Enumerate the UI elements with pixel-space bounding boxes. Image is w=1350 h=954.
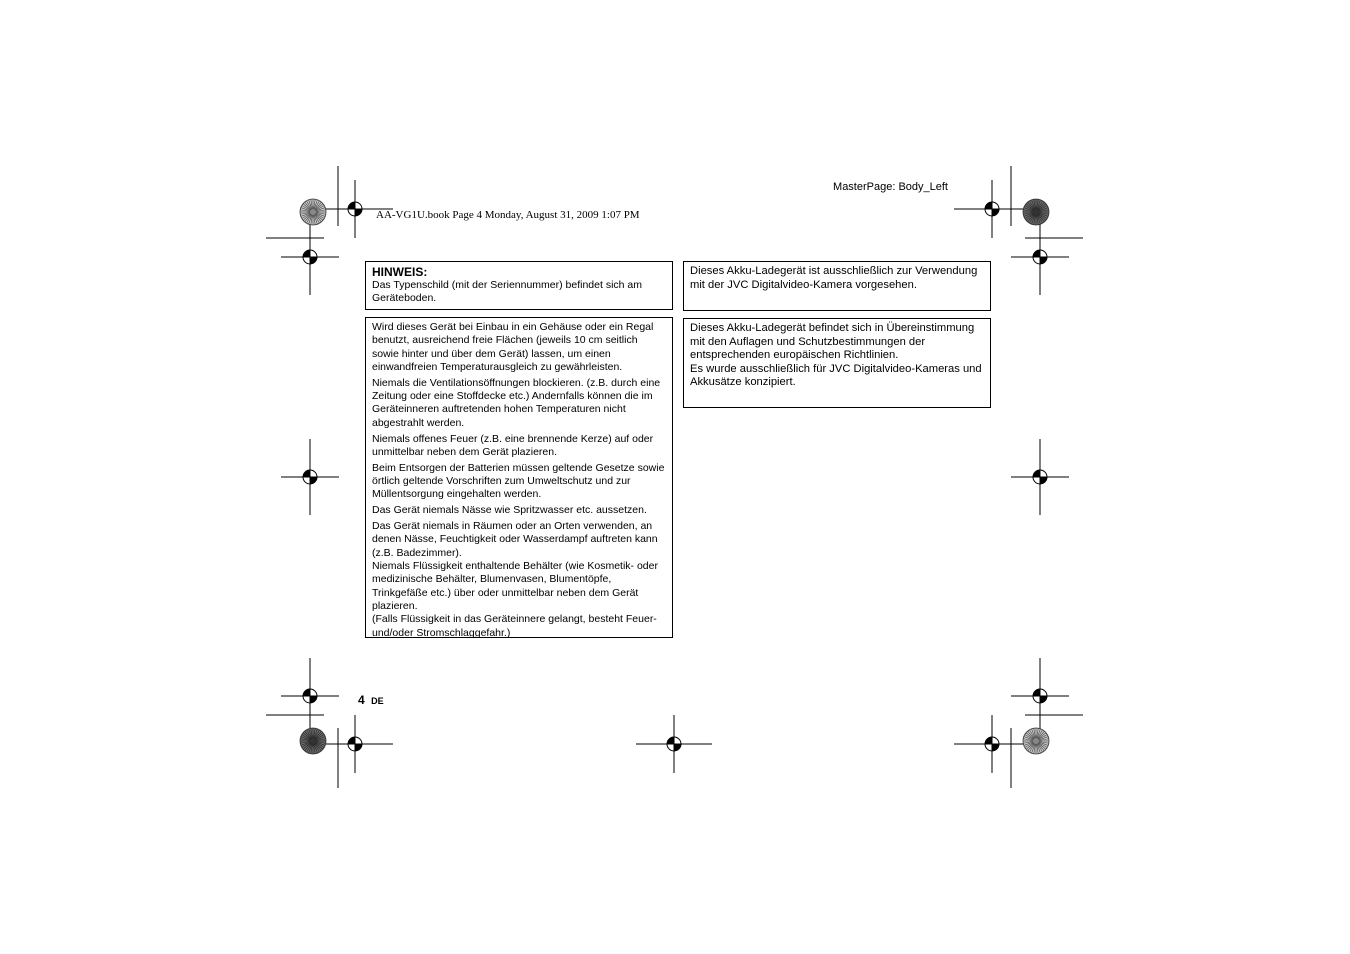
page-number xyxy=(358,691,384,709)
safety-instructions-box xyxy=(365,317,673,638)
notice-box xyxy=(365,261,673,310)
color-wheel-icon xyxy=(1023,199,1049,225)
safety-paragraph: Das Gerät niemals in Räumen oder an Orten verwenden, an denen Nässe, Feuchtigkeit oder Wasserdampf auftreten kann (z.B. Badezimmer). xyxy=(372,520,658,559)
safety-paragraph: Das Gerät niemals Nässe wie Spritzwasser etc. aussetzen. xyxy=(372,504,647,517)
safety-paragraph: Beim Entsorgen der Batterien müssen geltende Gesetze sowie örtlich geltende Vorschriften zum Umweltschutz und zur Müllentsorgung eingehalten werden. xyxy=(372,461,665,501)
color-wheel-icon xyxy=(300,728,326,754)
notice-text: Das Typenschild (mit der Seriennummer) befindet sich am Geräteboden. xyxy=(372,279,643,305)
registration-crosshair-icon xyxy=(954,180,1030,238)
registration-crosshair-icon xyxy=(1011,439,1069,515)
safety-paragraph: Wird dieses Gerät bei Einbau in ein Gehäuse oder ein Regal benutzt, ausreichend freie Flächen (jeweils 10 cm seitlich sowie hinter und über dem Gerät) lassen, um einen einwandfreien Temperaturausgleich zu gewährleisten. xyxy=(372,321,654,373)
usage-text: Dieses Akku-Ladegerät ist ausschließlich zur Verwendung mit der JVC Digitalvideo-Kamera vorgesehen. xyxy=(690,265,978,291)
registration-crosshair-icon xyxy=(281,219,339,295)
registration-crosshair-icon xyxy=(1011,219,1069,295)
safety-paragraph: Niemals offenes Feuer (z.B. eine brennende Kerze) auf oder unmittelbar neben dem Gerät plazieren. xyxy=(372,432,654,458)
conformity-text-2: Es wurde ausschließlich für JVC Digitalvideo-Kameras und Akkusätze konzipiert. xyxy=(690,362,982,388)
book-info-line: AA-VG1U.book Page 4 Monday, August 31, 2009 1:07 PM xyxy=(376,209,640,221)
registration-crosshair-icon xyxy=(1011,658,1069,734)
language-code: DE xyxy=(371,696,384,706)
master-page-label: MasterPage: Body_Left xyxy=(833,181,948,193)
safety-paragraph: Niemals Flüssigkeit enthaltende Behälter (wie Kosmetik- oder medizinische Behälter, Blumenvasen, Blumentöpfe, Trinkgefäße etc.) über oder unmittelbar neben dem Gerät plazieren. xyxy=(372,560,658,612)
safety-paragraph: Niemals die Ventilationsöffnungen blockieren. (z.B. durch eine Zeitung oder eine Stoffdecke etc.) Andernfalls können die im Geräteinneren auftretenden hohen Temperaturen nicht abgestrahlt werden. xyxy=(372,376,661,429)
color-wheel-icon xyxy=(1023,728,1049,754)
usage-box xyxy=(683,261,991,311)
page-number-value: 4 xyxy=(358,693,365,707)
registration-crosshair-icon xyxy=(281,658,339,734)
conformity-text-1: Dieses Akku-Ladegerät befindet sich in Übereinstimmung mit den Auflagen und Schutzbestimmungen der entsprechenden europäischen Richtlinien. xyxy=(690,322,975,361)
notice-title: HINWEIS: xyxy=(372,265,428,279)
registration-crosshair-icon xyxy=(954,715,1030,773)
safety-paragraph: (Falls Flüssigkeit in das Geräteinnere gelangt, besteht Feuer- und/oder Stromschlaggefahr.) xyxy=(372,613,657,639)
registration-crosshair-icon xyxy=(636,715,712,773)
color-wheel-icon xyxy=(300,199,326,225)
registration-crosshair-icon xyxy=(317,715,393,773)
registration-crosshair-icon xyxy=(281,439,339,515)
conformity-box xyxy=(683,318,991,408)
